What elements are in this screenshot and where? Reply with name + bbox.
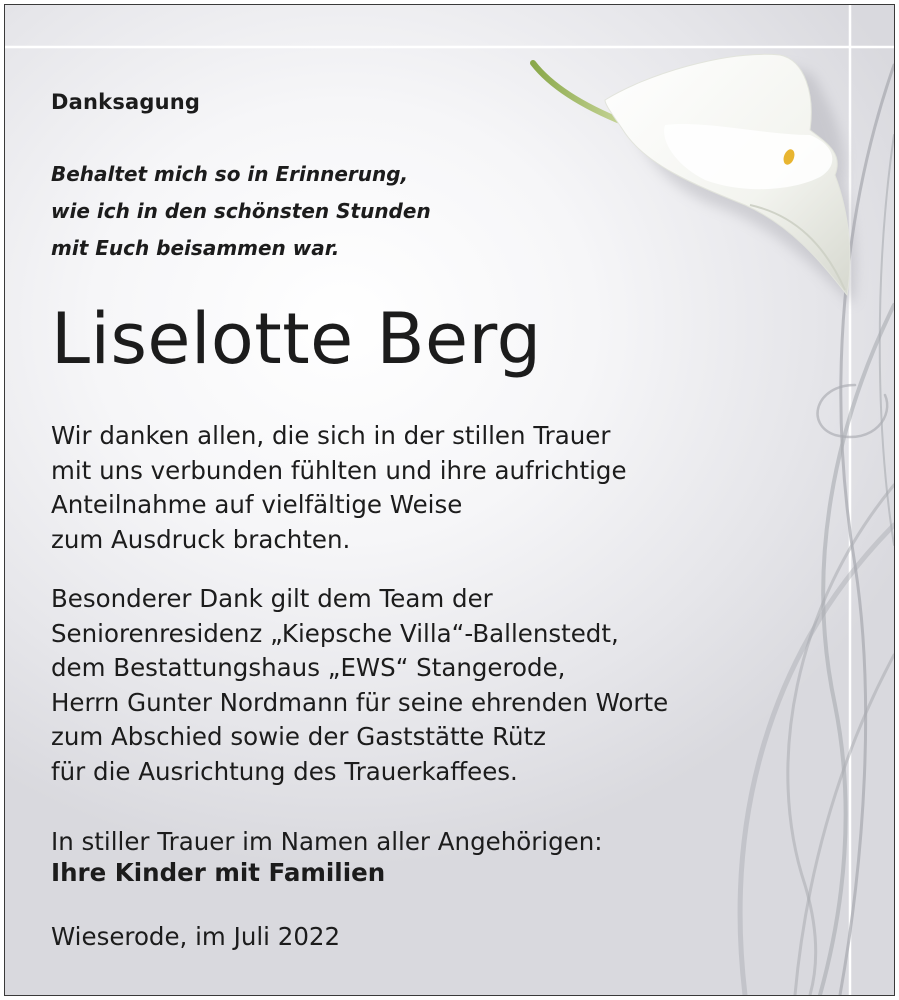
obituary-notice	[4, 4, 895, 996]
spadix-icon	[782, 148, 797, 166]
flower-shadow	[628, 67, 856, 305]
paragraph-line: Wir danken allen, die sich in der stillen Trauer	[51, 421, 611, 450]
deceased-name: Liselotte Berg	[51, 298, 542, 380]
motto-line: mit Euch beisammen war.	[51, 236, 340, 260]
stem-curves	[740, 65, 894, 995]
paragraph-line: Besonderer Dank gilt dem Team der	[51, 584, 493, 613]
place-and-date: Wieserode, im Juli 2022	[51, 922, 341, 951]
thanks-paragraph	[51, 419, 627, 557]
motto-line: Behaltet mich so in Erinnerung,	[51, 162, 409, 186]
closing-line: In stiller Trauer im Namen aller Angehörigen:	[51, 827, 603, 856]
paragraph-line: zum Ausdruck brachten.	[51, 524, 351, 554]
paragraph-line: zum Abschied sowie der Gaststätte Rütz	[51, 722, 547, 751]
family-signature: Ihre Kinder mit Familien	[51, 858, 386, 887]
flower-stem-tip	[533, 63, 625, 123]
motto-verse	[51, 156, 431, 267]
paragraph-line: Seniorenresidenz „Kiepsche Villa“-Ballenstedt,	[51, 618, 619, 648]
paragraph-line: Anteilnahme auf vielfältige Weise	[51, 490, 463, 519]
calla-edge	[750, 205, 845, 290]
heading: Danksagung	[51, 90, 201, 114]
paragraph-line: dem Bestattungshaus „EWS“ Stangerode,	[51, 653, 566, 682]
motto-line: wie ich in den schönsten Stunden	[51, 199, 431, 223]
calla-petal	[605, 54, 850, 295]
special-thanks-paragraph	[51, 582, 668, 789]
paragraph-line: Herrn Gunter Nordmann für seine ehrenden Worte	[51, 687, 669, 717]
paragraph-line: mit uns verbunden fühlten und ihre aufrichtige	[51, 455, 627, 485]
paragraph-line: für die Ausrichtung des Trauerkaffees.	[51, 756, 518, 786]
calla-inner-fold	[664, 124, 832, 189]
